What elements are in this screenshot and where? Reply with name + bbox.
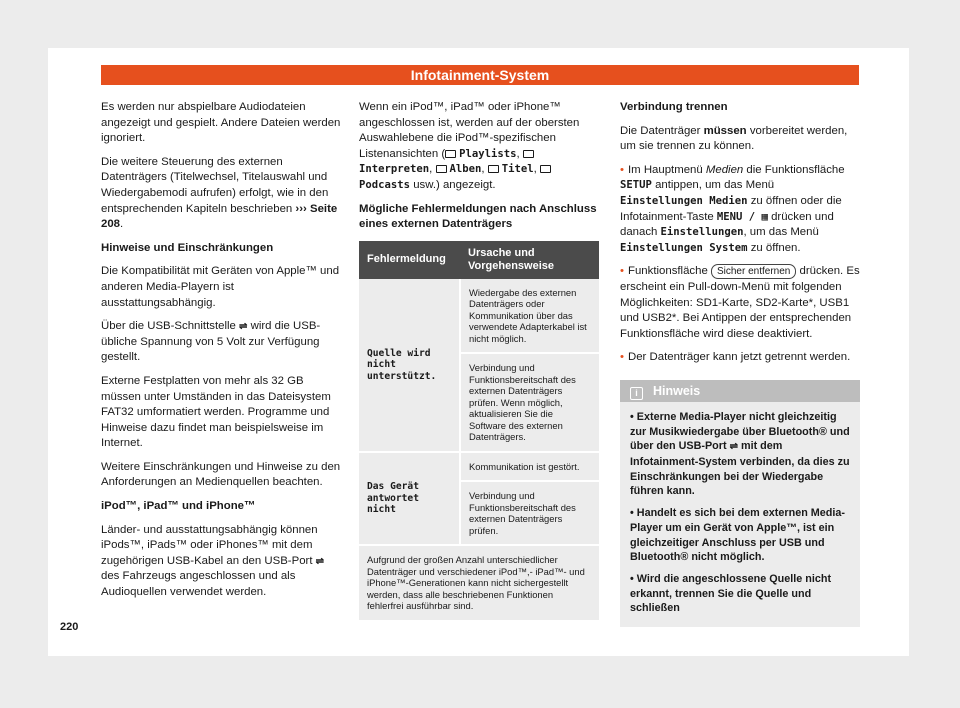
bullet-icon: • — [630, 572, 634, 585]
bullet-icon: • — [630, 507, 634, 520]
hint-box — [620, 380, 860, 627]
error-table — [359, 241, 599, 620]
usb-icon: ⇌ — [239, 321, 248, 333]
menu-name: Einstellungen Medien — [620, 194, 748, 207]
hint-text: Wird die angeschlossene Quelle nicht erkannt, trennen Sie die Quelle und schließen — [630, 572, 832, 615]
hint-item — [630, 572, 850, 616]
bullet-icon: • — [620, 351, 624, 364]
hint-text: Externe Media-Player nicht gleichzeitig zur Musikwiedergabe über Bluetooth® und über den USB-Port — [630, 410, 850, 453]
usb-icon: ⇌ — [729, 441, 738, 453]
paragraph-text: Im Hauptmenü — [628, 163, 703, 176]
bullet-icon: • — [620, 265, 624, 278]
bullet-item — [620, 264, 860, 342]
paragraph-text: vorbereitet werden, um sie trennen zu können. — [620, 124, 848, 153]
paragraph-text: Der Datenträger kann jetzt getrennt werden. — [628, 351, 851, 364]
column-middle — [359, 100, 599, 620]
hint-item — [630, 506, 850, 565]
hint-item — [630, 410, 850, 499]
paragraph — [101, 319, 341, 366]
paragraph-text: des Fahrzeugs angeschlossen und als Audioquellen verwendet werden. — [101, 570, 296, 599]
paragraph — [101, 523, 341, 601]
hint-text: mit dem Infotainment-System verbinden, da dies zu Einschränkungen bei der Wiedergabe führen kann. — [630, 440, 850, 498]
menu-name: Einstellungen — [660, 226, 744, 239]
paragraph: Weitere Einschränkungen und Hinweise zu den Anforderungen an Medienquellen beachten. — [101, 460, 341, 489]
hint-text: Handelt es sich bei dem externen Media-Player um ein Gerät von Apple™, ist ein gleichzeitiger Anschluss per USB und Bluetooth® nicht möglich. — [630, 507, 845, 564]
safely-remove-button[interactable]: Sicher entfernen — [711, 264, 796, 279]
paragraph-text: Funktionsfläche — [628, 265, 708, 278]
menu-name: Medien — [705, 163, 744, 176]
table-header-error: Fehlermeldung — [359, 241, 460, 279]
paragraph-text: drücken. Es erscheint ein Pull-down-Menü mit folgenden Möglichkeiten: SD1-Karte, SD2-Karte*, USB1 und USB2*. Bei Antippen der entsprechenden Funktionsfläche wird diese deaktiviert. — [620, 265, 860, 340]
paragraph-text: zu öffnen oder die Infotainment-Taste — [620, 194, 842, 223]
section-heading: Mögliche Fehlermeldungen nach Anschluss eines externen Datenträgers — [359, 202, 597, 231]
error-cell: Quelle wird nicht unterstützt. — [359, 279, 460, 452]
bullet-icon: • — [620, 163, 624, 176]
paragraph: Externe Festplatten von mehr als 32 GB müssen unter Umständen in das Dateisystem FAT32 umformatiert werden. Programme und Hinweise dazu findet man beispielsweise im Internet. — [101, 374, 331, 450]
paragraph-text: drücken und danach — [620, 210, 834, 239]
cause-cell: Kommunikation ist gestört. — [460, 452, 599, 482]
paragraph-text: Über die USB-Schnittstelle — [101, 320, 236, 333]
column-right — [620, 100, 860, 627]
list-name: Alben — [449, 163, 482, 176]
paragraph-text: wird die USB-übliche Spannung von 5 Volt zur Verfügung gestellt. — [101, 320, 321, 364]
error-cell: Das Gerät antwortet nicht — [359, 452, 460, 546]
list-name: Playlists — [459, 147, 517, 160]
section-heading: Hinweise und Einschränkungen — [101, 241, 274, 254]
list-name: Titel — [501, 163, 534, 176]
usb-icon: ⇌ — [315, 555, 325, 567]
bullet-item — [620, 350, 860, 366]
section-heading: iPod™, iPad™ und iPhone™ — [101, 500, 256, 513]
info-icon: i — [630, 387, 643, 400]
paragraph-text: die Funktionsfläche — [746, 163, 845, 176]
paragraph-text: Länder- und ausstattungsabhängig können iPods™, iPads™ oder iPhones™ mit dem zugehörigen USB-Kabel an den USB-Port — [101, 523, 318, 567]
section-title: Infotainment-System — [101, 65, 859, 85]
paragraph — [620, 124, 860, 155]
table-footnote: Aufgrund der großen Anzahl unterschiedlicher Datenträger und verschiedener iPod™,- iPad™- und iPhone™-Generationen kann nicht sichergestellt werden, dass alle beschriebenen Funktionen fehlerfrei ausführbar sind. — [359, 545, 599, 620]
menu-name: Einstellungen System — [620, 241, 748, 254]
column-left — [101, 100, 341, 609]
page-reference-link[interactable]: ››› Seite 208 — [101, 202, 338, 231]
paragraph: Wenn ein iPod™, iPad™ oder iPhone™ angeschlossen ist, werden auf der obersten Auswahlebene die iPod™-spezifischen Listenansichten ( Playlists, Interpreten, Alben, Titel, Podcasts usw.) angezeigt. — [359, 101, 580, 191]
table-header-cause: Ursache und Vorgehensweise — [460, 241, 599, 279]
table-row — [359, 545, 599, 620]
section-heading: Verbindung trennen — [620, 101, 728, 113]
paragraph-text: usw.) angezeigt. — [413, 178, 496, 191]
page-number: 220 — [60, 621, 79, 633]
table-row — [359, 452, 599, 482]
list-name: Interpreten — [359, 163, 430, 176]
folder-icon — [445, 150, 456, 158]
function-key: SETUP — [620, 179, 652, 192]
hint-title: Hinweis — [653, 383, 701, 398]
paragraph: Die weitere Steuerung des externen Datenträgers (Titelwechsel, Titelauswahl und Wiedergabemodi aufrufen) erfolgt, wie in den entsprechenden Kapiteln beschrieben ››› Seite 208. — [101, 155, 338, 231]
paragraph-text: antippen, um das Menü — [655, 179, 775, 192]
table-row — [359, 279, 599, 354]
cause-cell: Verbindung und Funktionsbereitschaft des externen Datenträgers prüfen. — [460, 481, 599, 545]
emphasis: müssen — [703, 124, 747, 137]
paragraph: Es werden nur abspielbare Audiodateien angezeigt und gespielt. Andere Dateien werden ignoriert. — [101, 101, 341, 145]
menu-key: MENU / ▦ — [716, 210, 768, 223]
list-name: Podcasts — [359, 178, 411, 191]
paragraph-text: , um das Menü — [743, 226, 819, 239]
paragraph: Die Kompatibilität mit Geräten von Apple™ und anderen Media-Playern ist ausstattungsabhängig. — [101, 265, 340, 309]
paragraph-text: Die Datenträger — [620, 124, 701, 137]
bullet-icon: • — [630, 410, 634, 423]
folder-icon — [523, 150, 534, 158]
paragraph-text: zu öffnen. — [750, 241, 801, 254]
folder-icon — [488, 165, 499, 173]
folder-icon — [436, 165, 447, 173]
bullet-item — [620, 163, 860, 257]
hint-header — [620, 380, 860, 402]
cause-cell: Verbindung und Funktionsbereitschaft des externen Datenträgers prüfen. Wenn möglich, aktualisieren Sie die Software des externen Datenträgers. — [460, 353, 599, 452]
paragraph-text: Die weitere Steuerung des externen Datenträgers (Titelwechsel, Titelauswahl und Wiedergabemodi aufrufen) erfolgt, wie in den entsprechenden Kapiteln beschrieben — [101, 155, 329, 215]
hint-body — [620, 402, 860, 627]
folder-icon — [540, 165, 551, 173]
table-header-row — [359, 241, 599, 279]
paragraph-text: Wenn ein iPod™, iPad™ oder iPhone™ angeschlossen ist, werden auf der obersten Auswahlebene die iPod™-spezifischen Listenansichten ( — [359, 101, 580, 160]
cause-cell: Wiedergabe des externen Datenträgers oder Kommunikation über das verwendete Adapterkabel ist nicht möglich. — [460, 279, 599, 354]
